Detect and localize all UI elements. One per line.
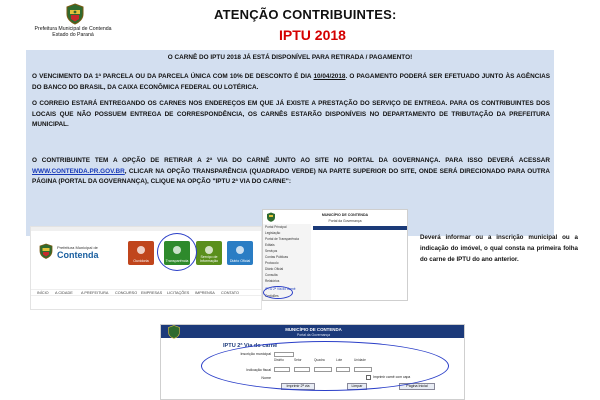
page-subtitle: IPTU 2018 [279,27,346,43]
newspaper-icon [236,246,244,254]
highlight-ellipse [201,341,449,391]
nav-item[interactable]: IMPRENSA [195,291,215,295]
column-label: Lote [336,358,343,362]
nav-item[interactable]: INÍCIO [37,291,49,295]
site-brand-prefix: Prefeitura Municipal de [57,245,98,250]
portal-subtitle: Portal da Governança [328,219,362,223]
menu-item-iptu[interactable]: IPTU 2ª Via do Carnê [265,287,296,291]
portal-sidebar [263,224,311,301]
site-link[interactable]: WWW.CONTENDA.PR.GOV.BR [32,167,125,175]
menu-item[interactable]: Consulta [265,273,278,277]
portal-band [313,226,408,230]
due-text-before: O VENCIMENTO DA 1ª PARCELA OU DA PARCELA ÚNICA COM 10% DE DESCONTO É DIA [32,73,314,80]
nav-item[interactable]: A CIDADE [55,291,73,295]
info-icon [205,246,213,254]
print-cover-label: Imprimir carnê com capa [373,375,411,379]
form-header [161,325,465,338]
notice-paragraph-due-date [32,72,550,93]
due-date: 10/04/2018 [313,73,346,80]
due-text-after: . O PAGAMENTO PODERÁ SER EFETUADO JUNTO ÀS AGÊNCIAS DO BANCO DO BRASIL, DA CAIXA ECONÔMICA FEDERAL OU LOTÉRICA. [32,73,550,91]
form-title: IPTU 2ª Via do carnê [223,343,278,349]
website-topbar [31,227,262,231]
nav-item[interactable]: EMPRESAS [141,291,163,295]
website-screenshot [30,226,262,310]
menu-item[interactable]: Serviços [265,249,278,253]
menu-item[interactable]: Legislação [265,231,281,235]
indicacao-label: Indicação fiscal [246,368,271,372]
tile-label: Serviço de Informação [200,255,218,263]
notice-headline: O CARNÊ DO IPTU 2018 JÁ ESTÁ DISPONÍVEL PARA RETIRADA / PAGAMENTO! [167,54,413,61]
page-header [0,0,600,52]
inscricao-label: Inscrição municipal [240,352,271,356]
menu-item[interactable]: Protocolo [265,261,279,265]
clear-button[interactable]: Limpar [347,383,367,390]
second-copy-text-before: O CONTRIBUINTE TEM A OPÇÃO DE RETIRAR A 2ª VIA DO CARNÊ JUNTO AO SITE NO PORTAL DA GOVERNANÇA. PARA ISSO DEVERÁ ACESSAR [32,157,550,164]
highlight-circle [263,286,293,299]
menu-item[interactable]: Certidões [265,294,279,298]
home-page-button[interactable]: Página Inicial [399,383,435,390]
tile-diario-oficial[interactable] [227,241,253,265]
menu-item[interactable]: Relatórios [265,279,280,283]
form-header-subtitle: Portal da Governança [297,333,330,337]
site-logo-icon [39,243,53,259]
ouvidoria-icon [137,246,145,254]
org-name: Prefeitura Municipal de Contenda [34,26,112,32]
site-nav [31,289,262,296]
menu-item[interactable]: Contas Públicas [265,255,289,259]
page-title: ATENÇÃO CONTRIBUINTES: [214,7,397,22]
nav-item[interactable]: CONCURSO [115,291,138,295]
column-label: Quadra [314,358,325,362]
tile-servico-informacao[interactable] [196,241,222,265]
nome-label: Nome [261,376,271,380]
nav-item[interactable]: CONTATO [221,291,239,295]
second-copy-text-after: , CLICAR NA OPÇÃO TRANSPARÊNCIA (QUADRADO VERDE) NA PARTE SUPERIOR DO SITE, ONDE SERÁ DIRECIONADO PARA OUTRA PÁGINA (PORTAL DA GOVERNANÇA), CLIQUE NA OPÇÃO "IPTU 2ª VIA DO CARNE": [32,167,550,186]
tile-label: Ouvidoria [133,259,149,263]
column-label: Setor [294,358,302,362]
nav-item[interactable]: LICITAÇÕES [167,291,190,295]
print-copy-button[interactable]: Imprimir 2ª via [281,383,315,390]
menu-item[interactable]: Portal de Transparência [265,237,299,241]
org-state: Estado do Paraná [52,32,94,38]
instruction-text: Deverá informar ou a inscrição municipal ou a indicação do imóvel, o qual consta na primeira folha do carne de IPTU do ano anterior. [420,234,578,263]
menu-item[interactable]: Portal Principal [265,225,287,229]
tile-label: Diário Oficial [229,259,251,263]
portal-title: MUNICÍPIO DE CONTENDA [321,213,369,217]
tile-ouvidoria[interactable] [128,241,154,265]
iptu-form-screenshot [160,324,465,400]
column-label: Unidade [354,358,366,362]
form-header-title: MUNICÍPIO DE CONTENDA [285,327,342,332]
column-label: Distrito [274,358,284,362]
menu-item[interactable]: Diário Oficial [265,267,284,271]
portal-logo-icon [266,212,276,222]
portal-menu-screenshot [262,209,408,301]
site-brand[interactable]: Contenda [57,250,99,260]
notice-paragraph-second-copy [32,156,550,188]
nav-item[interactable]: A PREFEITURA [81,291,109,295]
notice-paragraph-delivery: O CORREIO ESTARÁ ENTREGANDO OS CARNES NOS ENDEREÇOS EM QUE JÁ EXISTE A PRESTAÇÃO DO SERVIÇO DE ENTREGA. PARA OS CONTRIBUINTES DOS LOCAIS QUE NÃO POSSUEM ENTREGA DE CORRESPONDÊNCIA, OS CARNÊS ESTARÃO DISPONÍVEIS NO DEPARTAMENTO DE TRIBUTAÇÃO DA PREFEITURA MUNICIPAL. [32,100,550,129]
tile-label: Transparência [165,259,189,263]
highlight-circle [157,233,197,271]
city-crest-icon [64,3,86,25]
menu-item[interactable]: Editais [265,243,275,247]
